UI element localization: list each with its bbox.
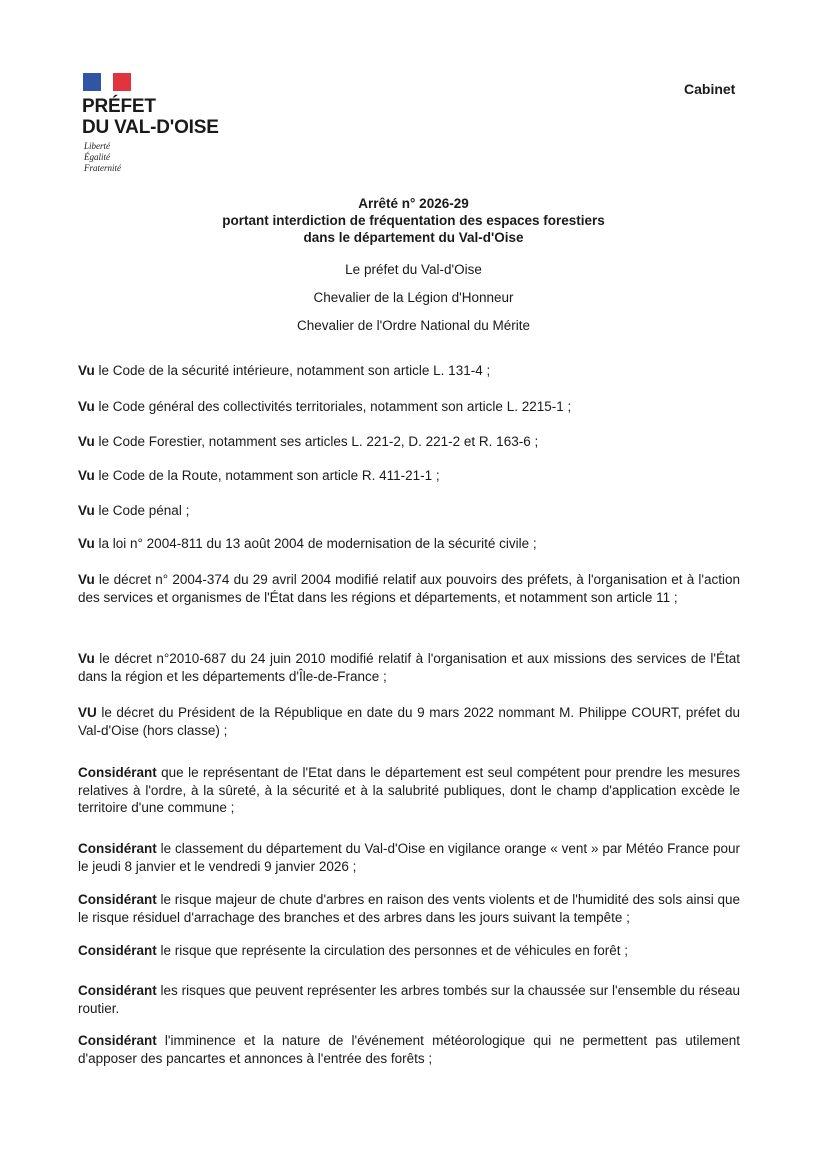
paragraph-text: le classement du département du Val-d'Oise en vigilance orange « vent » par Météo France pour le jeudi 8 janvier et le vendredi 9 janvier 2026 ; [78,841,740,874]
paragraph-lead: Considérant [78,1033,157,1048]
paragraph-text: le Code de la sécurité intérieure, notamment son article L. 131-4 ; [94,363,491,378]
devise-line: Égalité [84,152,110,162]
visa-paragraph [78,467,740,485]
visa-paragraph [78,502,740,520]
authority-line: Chevalier de l'Ordre National du Mérite [297,318,530,333]
title-line: Arrêté n° 2026-29 [358,196,469,211]
paragraph-text: l'imminence et la nature de l'événement météorologique qui ne permettent pas utilement d'apposer des pancartes et annonces à l'entrée des forêts ; [78,1033,740,1066]
visa-paragraph [78,398,740,416]
paragraph-text: le Code Forestier, notamment ses articles L. 221-2, D. 221-2 et R. 163-6 ; [94,434,539,449]
paragraph-text: que le représentant de l'Etat dans le département est seul compétent pour prendre les mesures relatives à l'ordre, à la sûreté, à la sécurité et à la salubrité publiques, dont le champ d'application excède le territoire d'une commune ; [78,765,740,815]
paragraph-lead: Vu [78,651,95,666]
paragraph-text: le décret du Président de la République en date du 9 mars 2022 nommant M. Philippe COURT, préfet du Val-d'Oise (hors classe) ; [78,705,740,738]
paragraph-text: le risque que représente la circulation des personnes et de véhicules en forêt ; [156,943,629,958]
visa-paragraph [78,433,740,451]
visa-paragraph [78,982,740,1017]
paragraph-text: le Code de la Route, notamment son article R. 411-21-1 ; [94,468,440,483]
visa-paragraph [78,571,740,606]
paragraph-lead: Vu [78,536,95,551]
paragraph-text: les risques que peuvent représenter les arbres tombés sur la chaussée sur l'ensemble du réseau routier. [78,983,740,1016]
prefecture-logo-text [82,96,219,138]
paragraph-text: le Code pénal ; [94,503,190,518]
paragraph-lead: Considérant [78,765,157,780]
paragraph-lead: VU [78,705,97,720]
paragraph-text: le risque majeur de chute d'arbres en raison des vents violents et de l'humidité des sols ainsi que le risque résiduel d'arrachage des branches et des arbres dans les jours suivant la tempête ; [78,892,740,925]
paragraph-lead: Considérant [78,892,157,907]
logo-line: PRÉFET [82,96,156,117]
paragraph-lead: Vu [78,434,95,449]
paragraph-lead: Considérant [78,841,157,856]
visa-paragraph [78,942,740,960]
authority-line: Le préfet du Val-d'Oise [345,262,482,277]
paragraph-lead: Vu [78,503,95,518]
visa-paragraph [78,840,740,875]
paragraph-text: le décret n°2010-687 du 24 juin 2010 modifié relatif à l'organisation et aux missions des services de l'État dans la région et les départements d'Île-de-France ; [78,651,740,684]
paragraph-lead: Vu [78,468,95,483]
title-line: portant interdiction de fréquentation des espaces forestiers [222,213,605,228]
visa-paragraph [78,535,740,553]
paragraph-lead: Vu [78,363,95,378]
marianne-flag-logo [83,73,131,91]
paragraph-text: le Code général des collectivités territoriales, notamment son article L. 2215-1 ; [94,399,572,414]
visa-paragraph [78,891,740,926]
logo-line: DU VAL-D'OISE [82,117,219,138]
visa-paragraph [78,704,740,739]
devise-line: Fraternité [84,163,121,173]
title-line: dans le département du Val-d'Oise [303,230,524,245]
visa-paragraph [78,764,740,817]
visa-paragraph [78,650,740,685]
devise-line: Liberté [84,141,110,151]
paragraph-lead: Vu [78,399,95,414]
document-title [0,195,827,246]
paragraph-lead: Considérant [78,983,157,998]
visa-paragraph [78,1032,740,1067]
authority-line: Chevalier de la Légion d'Honneur [313,290,514,305]
devise [84,141,121,174]
service-label: Cabinet [684,81,736,97]
paragraph-lead: Considérant [78,943,157,958]
paragraph-text: le décret n° 2004-374 du 29 avril 2004 modifié relatif aux pouvoirs des préfets, à l'organisation et à l'action des services et organismes de l'État dans les régions et départements, et notamment son article 11 ; [78,572,740,605]
paragraph-text: la loi n° 2004-811 du 13 août 2004 de modernisation de la sécurité civile ; [94,536,537,551]
paragraph-lead: Vu [78,572,95,587]
visa-paragraph [78,362,740,380]
